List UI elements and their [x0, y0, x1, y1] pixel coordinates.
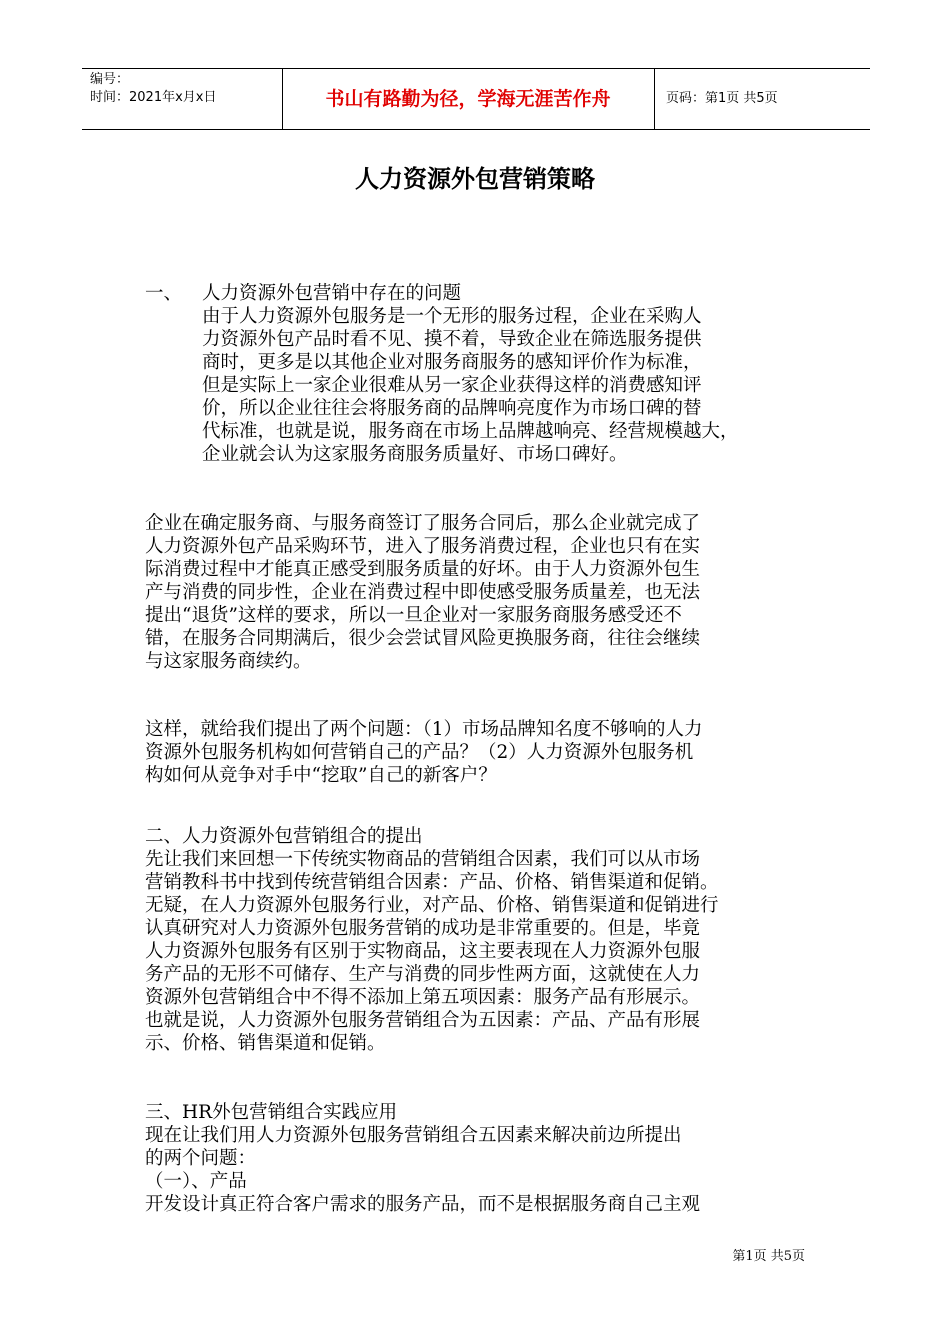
- section3-subheading: （一）、产品: [145, 1171, 247, 1192]
- section1-marker: 一、: [145, 283, 183, 304]
- section3-line: 现在让我们用人力资源外包服务营销组合五因素来解决前边所提出: [145, 1125, 682, 1146]
- section3-line: 开发设计真正符合客户需求的服务产品，而不是根据服务商自己主观: [145, 1194, 701, 1215]
- section3-line: 的两个问题：: [145, 1148, 257, 1169]
- document-header: [82, 68, 870, 130]
- paragraph-line: 提出“退货”这样的要求，所以一旦企业对一家服务商服务感受还不: [145, 605, 682, 626]
- section1-heading: 人力资源外包营销中存在的问题: [202, 283, 462, 304]
- section1-line: 由于人力资源外包服务是一个无形的服务过程，企业在采购人: [202, 306, 702, 327]
- section1-line: 力资源外包产品时看不见、摸不着，导致企业在筛选服务提供: [202, 329, 702, 350]
- page-footer: 第1页 共5页: [732, 1249, 805, 1264]
- paragraph-line: 产与消费的同步性，企业在消费过程中即使感受服务质量差，也无法: [145, 582, 701, 603]
- section2-line: 也就是说，人力资源外包服务营销组合为五因素：产品、产品有形展: [145, 1010, 701, 1031]
- section1-line: 商时，更多是以其他企业对服务商服务的感知评价作为标准，: [202, 352, 702, 373]
- section2-line: 示、价格、销售渠道和促销。: [145, 1033, 386, 1054]
- section2-line: 先让我们来回想一下传统实物商品的营销组合因素，我们可以从市场: [145, 849, 701, 870]
- header-motto: 书山有路勤为径，学海无涯苦作舟: [325, 88, 611, 110]
- doc-date-label: 时间：2021年x月x日: [90, 90, 217, 105]
- section1-line: 企业就会认为这家服务商服务质量好、市场口碑好。: [202, 444, 628, 465]
- section1-line: 价，所以企业往往会将服务商的品牌响亮度作为市场口碑的替: [202, 398, 702, 419]
- paragraph-line: 人力资源外包产品采购环节，进入了服务消费过程，企业也只有在实: [145, 536, 701, 557]
- section2-line: 资源外包营销组合中不得不添加上第五项因素：服务产品有形展示。: [145, 987, 701, 1008]
- header-info-cell: [82, 69, 283, 129]
- document-title: 人力资源外包营销策略: [355, 165, 595, 193]
- section2-line: 认真研究对人力资源外包服务营销的成功是非常重要的。但是，毕竟: [145, 918, 701, 939]
- paragraph-line: 资源外包服务机构如何营销自己的产品？（2）人力资源外包服务机: [145, 742, 694, 763]
- section2-line: 无疑，在人力资源外包服务行业，对产品、价格、销售渠道和促销进行: [145, 895, 719, 916]
- paragraph-line: 与这家服务商续约。: [145, 651, 312, 672]
- paragraph-line: 企业在确定服务商、与服务商签订了服务合同后，那么企业就完成了: [145, 513, 701, 534]
- section3-heading: 三、HR外包营销组合实践应用: [145, 1102, 398, 1123]
- paragraph-line: 错，在服务合同期满后，很少会尝试冒风险更换服务商，往往会继续: [145, 628, 701, 649]
- header-page-info: 页码：第1页 共5页: [666, 91, 778, 106]
- section1-line: 代标准，也就是说，服务商在市场上品牌越响亮、经营规模越大，: [202, 421, 739, 442]
- section2-line: 务产品的无形不可储存、生产与消费的同步性两方面，这就使在人力: [145, 964, 701, 985]
- section2-line: 营销教科书中找到传统营销组合因素：产品、价格、销售渠道和促销。: [145, 872, 719, 893]
- section2-heading: 二、人力资源外包营销组合的提出: [145, 826, 423, 847]
- header-page-cell: [654, 69, 870, 129]
- section2-line: 人力资源外包服务有区别于实物商品，这主要表现在人力资源外包服: [145, 941, 701, 962]
- doc-number-label: 编号：: [90, 72, 130, 87]
- section1-line: 但是实际上一家企业很难从另一家企业获得这样的消费感知评: [202, 375, 702, 396]
- header-motto-cell: [282, 69, 655, 129]
- paragraph-line: 际消费过程中才能真正感受到服务质量的好坏。由于人力资源外包生: [145, 559, 701, 580]
- paragraph-line: 构如何从竞争对手中“挖取”自己的新客户？: [145, 765, 497, 786]
- paragraph-line: 这样，就给我们提出了两个问题：（1）市场品牌知名度不够响的人力: [145, 719, 703, 740]
